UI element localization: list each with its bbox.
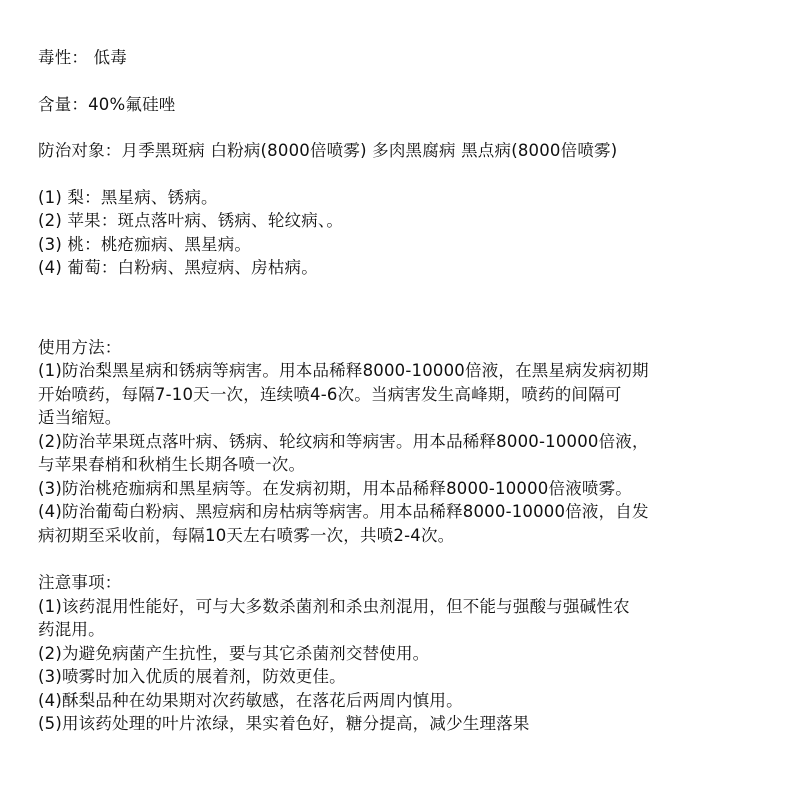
notes-section (38, 571, 778, 736)
notes-line: (3)喷雾时加入优质的展着剂，防效更佳。 (38, 667, 346, 686)
document-body (38, 46, 778, 736)
usage-line: 开始喷药，每隔7-10天一次，连续喷4-6次。当病害发生高峰期，喷药的间隔可 (38, 384, 622, 404)
usage-line: 适当缩短。 (38, 408, 122, 427)
notes-line: (2)为避免病菌产生抗性，要与其它杀菌剂交替使用。 (38, 643, 430, 663)
usage-line: (2)防治苹果斑点落叶病、锈病、轮纹病和等病害。用本品稀释8000-10000倍液， (38, 431, 649, 451)
usage-line: (3)防治桃疮痂病和黑星病等。在发病初期，用本品稀释8000-10000倍液喷雾。 (38, 478, 633, 498)
crop-item: (1) 梨：黑星病、锈病。 (38, 187, 218, 207)
usage-line: (1)防治梨黑星病和锈病等病害。用本品稀释8000-10000倍液，在黑星病发病初期 (38, 361, 649, 380)
usage-section (38, 336, 778, 548)
crop-item: (3) 桃：桃疮痂病、黑星病。 (38, 234, 252, 254)
usage-line: 与苹果春梢和秋梢生长期各喷一次。 (38, 455, 306, 474)
notes-title: 注意事项： (38, 573, 122, 592)
notes-line: 药混用。 (38, 620, 105, 639)
notes-line: (1)该药混用性能好，可与大多数杀菌剂和杀虫剂混用，但不能与强酸与强碱性农 (38, 596, 630, 616)
crop-item: (2) 苹果：斑点落叶病、锈病、轮纹病、。 (38, 211, 344, 230)
notes-line: (4)酥梨品种在幼果期对次药敏感，在落花后两周内慎用。 (38, 690, 463, 710)
targets-line: 防治对象：月季黑斑病 白粉病(8000倍喷雾) 多肉黑腐病 黑点病(8000倍喷雾) (38, 141, 618, 160)
toxicity-line: 毒性： 低毒 (38, 48, 127, 67)
content-line: 含量：40%氟硅唑 (38, 94, 176, 114)
usage-line: 病初期至采收前，每隔10天左右喷雾一次，共喷2-4次。 (38, 525, 455, 545)
usage-title: 使用方法： (38, 337, 122, 357)
notes-line: (5)用该药处理的叶片浓绿，果实着色好，糖分提高，减少生理落果 (38, 714, 530, 733)
crop-item: (4) 葡萄：白粉病、黑痘病、房枯病。 (38, 258, 318, 277)
usage-line: (4)防治葡萄白粉病、黑痘病和房枯病等病害。用本品稀释8000-10000倍液，自发 (38, 502, 649, 521)
crop-list (38, 186, 778, 280)
